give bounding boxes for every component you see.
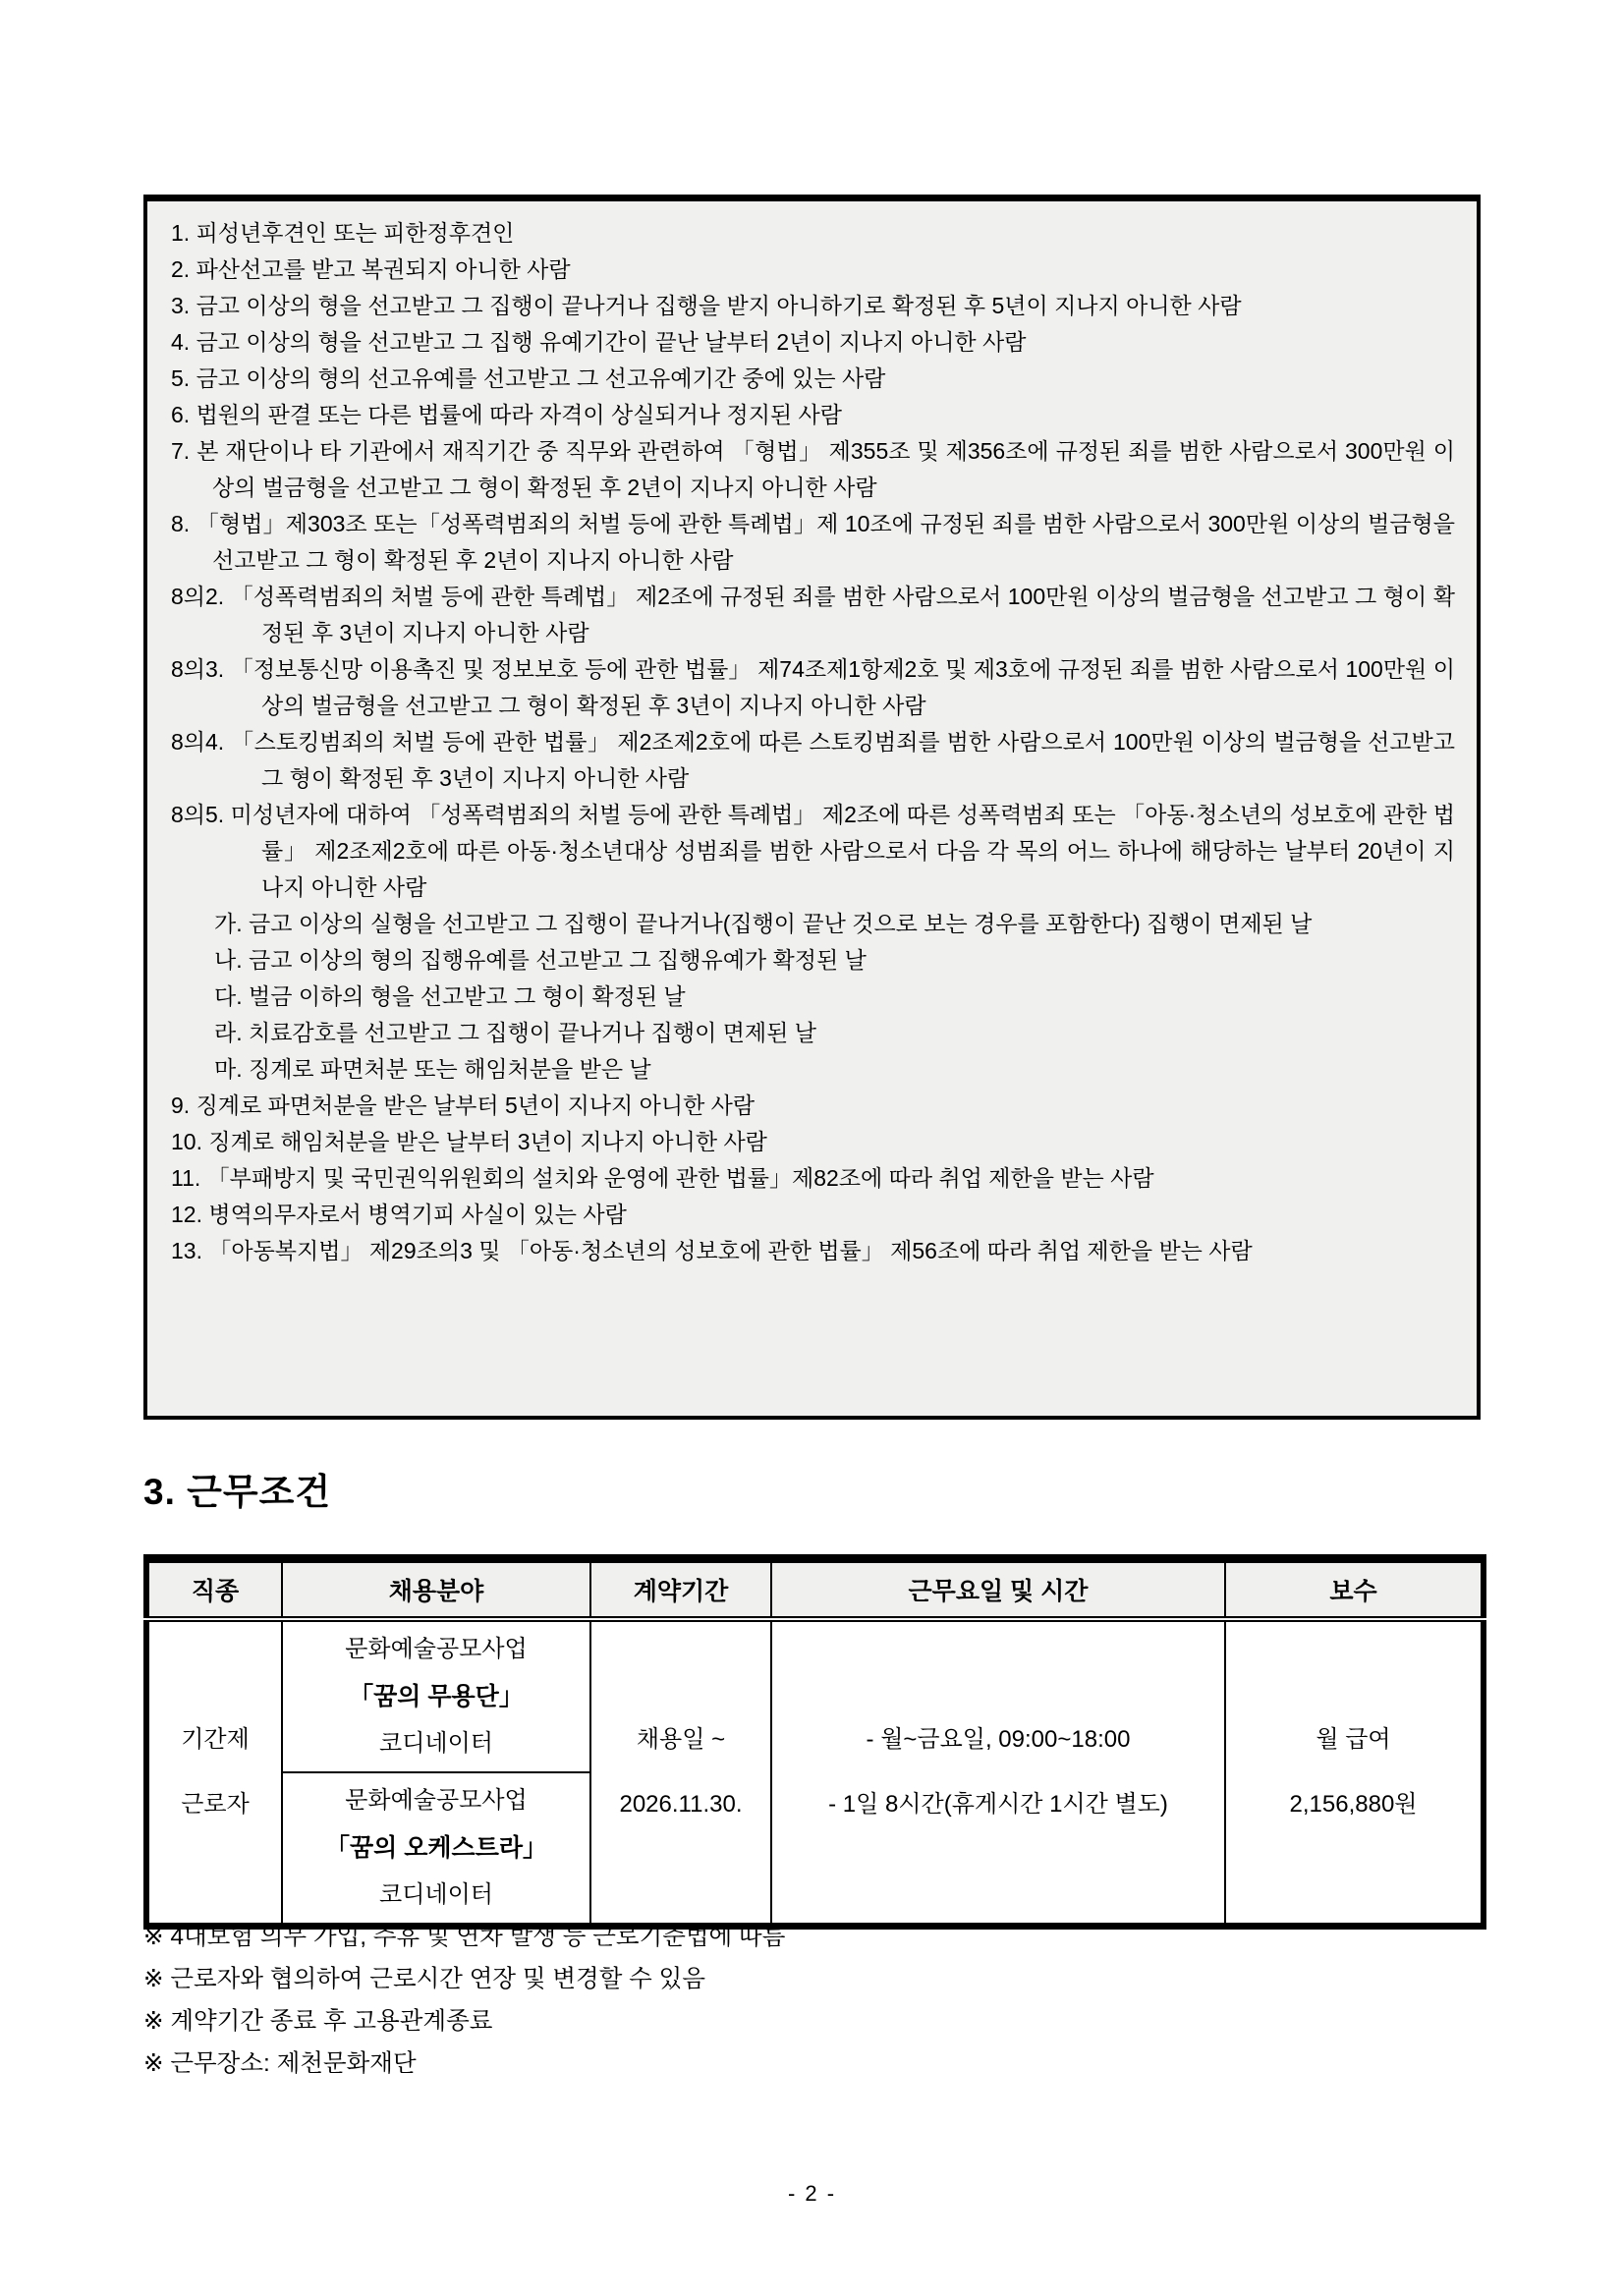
- work-schedule-line: - 1일 8시간(휴게시간 1시간 별도): [828, 1791, 1168, 1818]
- program-name: 문화예술공모사업: [345, 1636, 528, 1662]
- notes-list: [143, 1916, 1499, 2085]
- column-header-job-type: 직종: [146, 1559, 282, 1620]
- note-item: ※ 근무장소: 제천문화재단: [143, 2050, 417, 2077]
- list-item: 8의3. 「정보통신망 이용촉진 및 정보보호 등에 관한 법률」 제74조제1항제2호 및 제3호에 규정된 죄를 범한 사람으로서 100만원 이상의 벌금형을 선고받고 그 형이 확정된 후 3년이 지나지 아니한 사람: [171, 656, 1455, 718]
- note-item: ※ 근로자와 협의하여 근로시간 연장 및 변경할 수 있음: [143, 1966, 705, 1992]
- cell-job-type: [146, 1619, 282, 1927]
- table-row: [146, 1619, 1484, 1772]
- note-item: ※ 4대보험 의무 가입, 주휴 및 연차 발생 등 근로기준법에 따름: [143, 1924, 786, 1950]
- program-title: 「꿈의 오케스트라」: [325, 1834, 547, 1862]
- pay-line: 월 급여: [1316, 1726, 1391, 1753]
- list-subitem: 마. 징계로 파면처분 또는 해임처분을 받은 날: [214, 1056, 651, 1082]
- list-item: 3. 금고 이상의 형을 선고받고 그 집행이 끝나거나 집행을 받지 아니하기로 확정된 후 5년이 지나지 아니한 사람: [171, 293, 1242, 318]
- list-item: 8의4. 「스토킹범죄의 처벌 등에 관한 법률」 제2조제2호에 따른 스토킹범죄를 범한 사람으로서 100만원 이상의 벌금형을 선고받고 그 형이 확정된 후 3년이 지나지 아니한 사람: [171, 729, 1455, 791]
- list-item: 4. 금고 이상의 형을 선고받고 그 집행 유예기간이 끝난 날부터 2년이 지나지 아니한 사람: [171, 329, 1027, 355]
- table-header-row: [146, 1559, 1484, 1620]
- program-name: 문화예술공모사업: [345, 1787, 528, 1814]
- list-item: 13. 「아동복지법」 제29조의3 및 「아동·청소년의 성보호에 관한 법률」 제56조에 따라 취업 제한을 받는 사람: [171, 1238, 1253, 1263]
- column-header-work-schedule: 근무요일 및 시간: [771, 1559, 1225, 1620]
- list-item: 8. 「형법」제303조 또는「성폭력범죄의 처벌 등에 관한 특례법」제 10조에 규정된 죄를 범한 사람으로서 300만원 이상의 벌금형을 선고받고 그 형이 확정된 후 2년이 지나지 아니한 사람: [171, 511, 1455, 573]
- cell-contract-period: [590, 1619, 771, 1927]
- list-item: 8의5. 미성년자에 대하여 「성폭력범죄의 처벌 등에 관한 특례법」 제2조에 따른 성폭력범죄 또는 「아동·청소년의 성보호에 관한 법률」 제2조제2호에 따른 아동·청소년대상 성범죄를 범한 사람으로서 다음 각 목의 어느 하나에 해당하는 날부터 20년이 지나지 아니한 사람: [171, 802, 1455, 900]
- job-type-line: 근로자: [181, 1791, 250, 1818]
- list-subitem: 다. 벌금 이하의 형을 선고받고 그 형이 확정된 날: [214, 983, 686, 1009]
- column-header-recruit-field: 채용분야: [282, 1559, 590, 1620]
- list-item: 5. 금고 이상의 형의 선고유예를 선고받고 그 선고유예기간 중에 있는 사람: [171, 365, 886, 391]
- list-subitem: 라. 치료감호를 선고받고 그 집행이 끝나거나 집행이 면제된 날: [214, 1020, 816, 1045]
- list-item: 10. 징계로 해임처분을 받은 날부터 3년이 지나지 아니한 사람: [171, 1129, 767, 1154]
- list-subitem: 나. 금고 이상의 형의 집행유예를 선고받고 그 집행유예가 확정된 날: [214, 947, 867, 973]
- list-item: 7. 본 재단이나 타 기관에서 재직기간 중 직무와 관련하여 「형법」 제355조 및 제356조에 규정된 죄를 범한 사람으로서 300만원 이상의 벌금형을 선고받고 그 형이 확정된 후 2년이 지나지 아니한 사람: [171, 438, 1455, 500]
- work-conditions-table: [143, 1554, 1486, 1930]
- list-item: 8의2. 「성폭력범죄의 처벌 등에 관한 특례법」 제2조에 규정된 죄를 범한 사람으로서 100만원 이상의 벌금형을 선고받고 그 형이 확정된 후 3년이 지나지 아니한 사람: [171, 584, 1455, 645]
- list-item: 6. 법원의 판결 또는 다른 법률에 따라 자격이 상실되거나 정지된 사람: [171, 402, 842, 427]
- work-schedule-line: - 월~금요일, 09:00~18:00: [866, 1726, 1131, 1753]
- program-role: 코디네이터: [379, 1881, 493, 1908]
- cell-recruit-field-2: [282, 1772, 590, 1927]
- list-item: 12. 병역의무자로서 병역기피 사실이 있는 사람: [171, 1202, 627, 1227]
- list-item: 11. 「부패방지 및 국민권익위원회의 설치와 운영에 관한 법률」제82조에 따라 취업 제한을 받는 사람: [171, 1165, 1154, 1191]
- cell-work-schedule: [771, 1619, 1225, 1927]
- section-title: 3. 근무조건: [143, 1472, 332, 1512]
- job-type-line: 기간제: [181, 1726, 250, 1753]
- note-item: ※ 계약기간 종료 후 고용관계종료: [143, 2008, 493, 2035]
- list-subitem: 가. 금고 이상의 실형을 선고받고 그 집행이 끝나거나(집행이 끝난 것으로 보는 경우를 포함한다) 집행이 면제된 날: [214, 911, 1313, 936]
- page-number: - 2 -: [787, 2181, 837, 2206]
- cell-recruit-field-1: [282, 1619, 590, 1772]
- contract-period-line: 2026.11.30.: [619, 1791, 743, 1818]
- column-header-contract-period: 계약기간: [590, 1559, 771, 1620]
- list-item: 1. 피성년후견인 또는 피한정후견인: [171, 220, 515, 246]
- list-item: 9. 징계로 파면처분을 받은 날부터 5년이 지나지 아니한 사람: [171, 1092, 756, 1118]
- cell-pay: [1225, 1619, 1484, 1927]
- program-title: 「꿈의 무용단」: [349, 1683, 524, 1710]
- program-role: 코디네이터: [379, 1730, 493, 1757]
- list-item: 2. 파산선고를 받고 복권되지 아니한 사람: [171, 256, 571, 282]
- contract-period-line: 채용일 ~: [636, 1726, 726, 1753]
- pay-line: 2,156,880원: [1289, 1791, 1418, 1818]
- column-header-pay: 보수: [1225, 1559, 1484, 1620]
- disqualification-criteria-box: [143, 195, 1481, 1420]
